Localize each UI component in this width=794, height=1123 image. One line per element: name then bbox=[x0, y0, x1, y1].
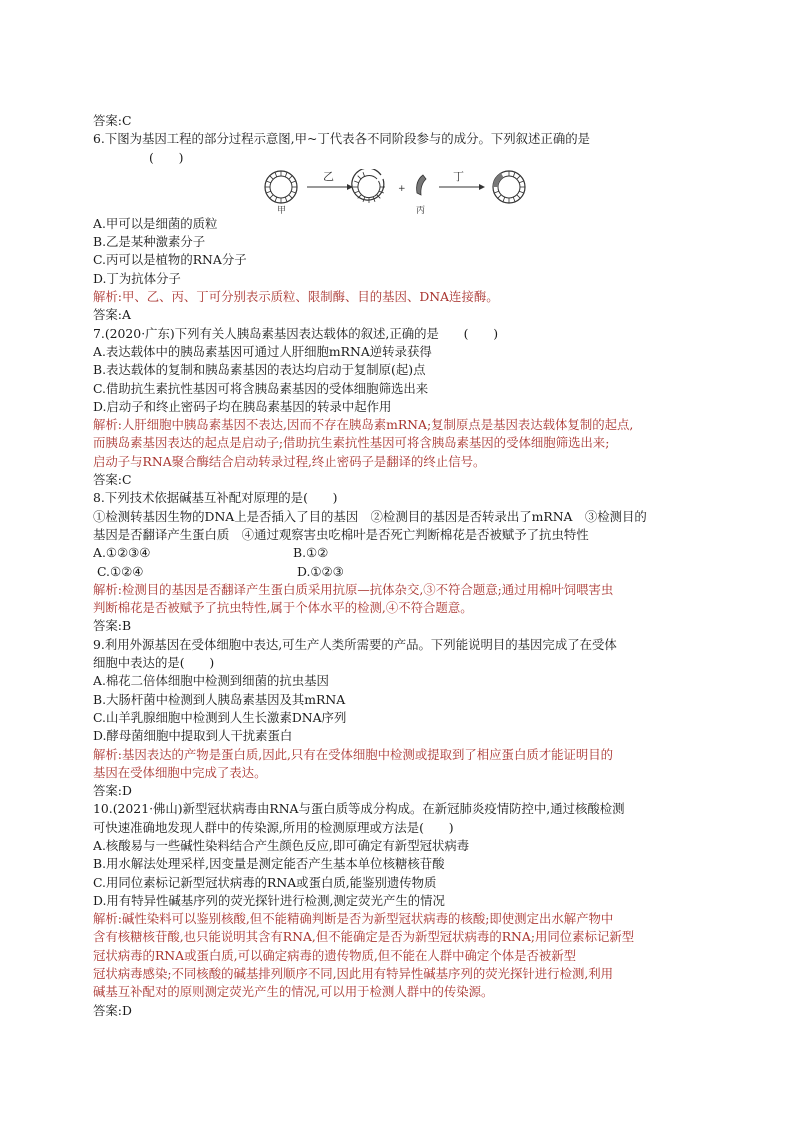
q9-stem-1: 9.利用外源基因在受体细胞中表达,可生产人类所需要的产品。下列能说明目的基因完成了在受体 bbox=[93, 636, 617, 652]
q10-analysis-1: 解析:碱性染料可以鉴别核酸,但不能精确判断是否为新型冠状病毒的核酸;即使测定出水解产物中 bbox=[93, 911, 614, 927]
q6-answer: 答案:A bbox=[93, 307, 131, 323]
q10-option-a: A.核酸易与一些碱性染料结合产生颜色反应,即可确定有新型冠状病毒 bbox=[93, 837, 470, 853]
q6-option-c: C.丙可以是植物的RNA分子 bbox=[93, 252, 247, 268]
q10-analysis-5: 碱基互补配对的原则测定荧光产生的情况,可以用于检测人群中的传染源。 bbox=[93, 984, 494, 1000]
q9-stem-2: 细胞中表达的是( ) bbox=[93, 655, 215, 671]
q8-options-row-2 bbox=[93, 563, 713, 581]
label-bing: 丙 bbox=[416, 205, 426, 215]
q6-answer-paren: ( ) bbox=[149, 149, 184, 165]
q7-option-d: D.启动子和终止密码子均在胰岛素基因的转录中起作用 bbox=[93, 398, 392, 414]
q10-analysis-4: 冠状病毒感染;不同核酸的碱基排列顺序不同,因此用有特异性碱基序列的荧光探针进行检测,利用 bbox=[93, 966, 614, 982]
q8-option-d: D.①②③ bbox=[297, 563, 344, 579]
label-yi: 乙 bbox=[323, 169, 334, 183]
q6-option-a: A.甲可以是细菌的质粒 bbox=[93, 215, 218, 231]
q6-diagram bbox=[93, 169, 713, 213]
plus-sign: + bbox=[398, 183, 406, 194]
q10-answer: 答案:D bbox=[93, 1002, 132, 1018]
document-page bbox=[93, 112, 713, 1020]
q7-option-a: A.表达载体中的胰岛素基因可通过人肝细胞mRNA逆转录获得 bbox=[93, 343, 432, 359]
gene-fragment-bing bbox=[417, 175, 426, 195]
q7-analysis-3: 启动子与RNA聚合酶结合启动转录过程,终止密码子是翻译的终止信号。 bbox=[93, 453, 486, 469]
gene-engineering-diagram bbox=[263, 169, 543, 215]
q9-analysis-2: 基因在受体细胞中完成了表达。 bbox=[93, 764, 267, 780]
q7-stem: 7.(2020·广东)下列有关人胰岛素基因表达载体的叙述,正确的是 ( ) bbox=[93, 325, 499, 341]
q8-option-c: C.①②④ bbox=[97, 563, 144, 579]
q7-option-b: B.表达载体的复制和胰岛素基因的表达均启动于复制原(起)点 bbox=[93, 362, 426, 378]
q6-option-d: D.丁为抗体分子 bbox=[93, 270, 181, 286]
q8-items-1: ①检测转基因生物的DNA上是否插入了目的基因 ②检测目的基因是否转录出了mRNA ③检测目的 bbox=[93, 508, 647, 524]
q7-analysis-1: 解析:人肝细胞中胰岛素基因不表达,因而不存在胰岛素mRNA;复制原点是基因表达载体复制的起点, bbox=[93, 417, 634, 433]
q10-stem-1: 10.(2021·佛山)新型冠状病毒由RNA与蛋白质等成分构成。在新冠肺炎疫情防控中,通过核酸检测 bbox=[93, 801, 625, 817]
q7-option-c: C.借助抗生素抗性基因可将含胰岛素基因的受体细胞筛选出来 bbox=[93, 380, 429, 396]
q10-analysis-3: 冠状病毒的RNA或蛋白质,可以确定病毒的遗传物质,但不能在人群中确定个体是否被新型 bbox=[93, 947, 577, 963]
q10-option-b: B.用水解法处理采样,因变量是测定能否产生基本单位核糖核苷酸 bbox=[93, 856, 445, 872]
q7-answer: 答案:C bbox=[93, 472, 132, 488]
opened-plasmid bbox=[352, 169, 385, 203]
q6-stem: 6.下图为基因工程的部分过程示意图,甲~丁代表各不同阶段参与的成分。下列叙述正确的是 bbox=[93, 131, 590, 147]
q8-stem: 8.下列技术依据碱基互补配对原理的是( ) bbox=[93, 490, 338, 506]
q8-option-b: B.①② bbox=[293, 545, 329, 561]
q9-option-b: B.大肠杆菌中检测到人胰岛素基因及其mRNA bbox=[93, 691, 346, 707]
q6-option-b: B.乙是某种激素分子 bbox=[93, 234, 206, 250]
q10-analysis-2: 含有核糖核苷酸,也只能说明其含有RNA,但不能确定是否为新型冠状病毒的RNA;用同位素标记新型 bbox=[93, 929, 635, 945]
q8-items-2: 基因是否翻译产生蛋白质 ④通过观察害虫吃棉叶是否死亡判断棉花是否被赋予了抗虫特性 bbox=[93, 526, 589, 542]
q8-options-row-1 bbox=[93, 544, 713, 562]
q8-analysis-1: 解析:检测目的基因是否翻译产生蛋白质采用抗原—抗体杂交,③不符合题意;通过用棉叶饲喂害虫 bbox=[93, 581, 614, 597]
recombinant-plasmid bbox=[493, 171, 525, 203]
plasmid-circle-jia bbox=[265, 171, 297, 203]
q7-analysis-2: 而胰岛素基因表达的起点是启动子;借助抗生素抗性基因可将含胰岛素基因的受体细胞筛选出来; bbox=[93, 435, 610, 451]
q9-option-d: D.酵母菌细胞中提取到人干扰素蛋白 bbox=[93, 728, 293, 744]
answer-previous: 答案:C bbox=[93, 113, 132, 128]
label-jia: 甲 bbox=[277, 205, 287, 215]
q8-answer: 答案:B bbox=[93, 618, 132, 634]
q9-analysis-1: 解析:基因表达的产物是蛋白质,因此,只有在受体细胞中检测或提取到了相应蛋白质才能证明目的 bbox=[93, 746, 614, 762]
q8-analysis-2: 判断棉花是否被赋予了抗虫特性,属于个体水平的检测,④不符合题意。 bbox=[93, 600, 473, 616]
q9-option-c: C.山羊乳腺细胞中检测到人生长激素DNA序列 bbox=[93, 709, 347, 725]
q9-answer: 答案:D bbox=[93, 783, 132, 799]
label-ding: 丁 bbox=[453, 169, 464, 183]
q8-option-a: A.①②③④ bbox=[93, 545, 151, 561]
q6-analysis: 解析:甲、乙、丙、丁可分别表示质粒、限制酶、目的基因、DNA连接酶。 bbox=[93, 289, 499, 305]
q9-option-a: A.棉花二倍体细胞中检测到细菌的抗虫基因 bbox=[93, 673, 329, 689]
q10-option-d: D.用有特异性碱基序列的荧光探针进行检测,测定荧光产生的情况 bbox=[93, 892, 445, 908]
q10-stem-2: 可快速准确地发现人群中的传染源,所用的检测原理或方法是( ) bbox=[93, 819, 454, 835]
arrowhead-ding bbox=[479, 184, 485, 190]
q10-option-c: C.用同位素标记新型冠状病毒的RNA或蛋白质,能鉴别遗传物质 bbox=[93, 874, 437, 890]
